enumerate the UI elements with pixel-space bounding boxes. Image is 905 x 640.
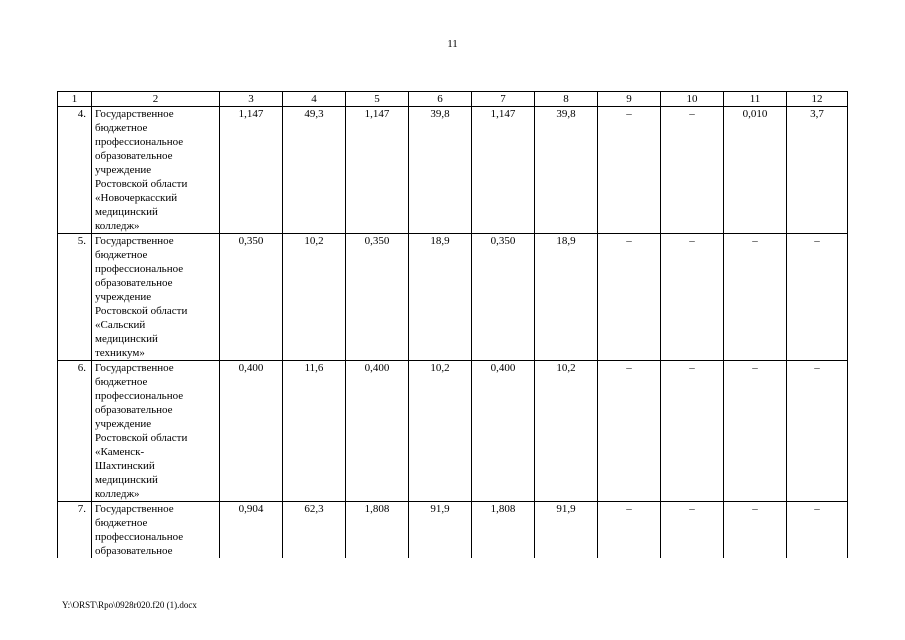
header-cell: 6 — [409, 92, 472, 107]
institution-name: Государственное бюджетное профессиональное образовательное — [92, 502, 220, 559]
value-cell: 0,904 — [220, 502, 283, 559]
value-cell: 39,8 — [535, 107, 598, 234]
value-cell: 0,350 — [220, 234, 283, 361]
value-cell: 1,147 — [346, 107, 409, 234]
value-cell: – — [787, 234, 848, 361]
header-cell: 12 — [787, 92, 848, 107]
value-cell: 0,400 — [346, 361, 409, 502]
table-row — [58, 361, 848, 502]
header-cell: 9 — [598, 92, 661, 107]
header-cell: 10 — [661, 92, 724, 107]
value-cell: 91,9 — [409, 502, 472, 559]
value-cell: – — [787, 361, 848, 502]
value-cell: 18,9 — [409, 234, 472, 361]
value-cell: – — [787, 502, 848, 559]
row-number: 4. — [58, 107, 92, 234]
value-cell: 1,808 — [346, 502, 409, 559]
value-cell: – — [724, 502, 787, 559]
header-cell: 8 — [535, 92, 598, 107]
header-cell: 5 — [346, 92, 409, 107]
value-cell: 1,808 — [472, 502, 535, 559]
value-cell: – — [598, 502, 661, 559]
institution-name: Государственное бюджетное профессиональное образовательное учреждение Ростовской области «Каменск- Шахтинский медицинский колледж» — [92, 361, 220, 502]
table-row — [58, 234, 848, 361]
value-cell: 62,3 — [283, 502, 346, 559]
value-cell: – — [661, 361, 724, 502]
value-cell: – — [598, 107, 661, 234]
value-cell: – — [661, 107, 724, 234]
value-cell: – — [598, 361, 661, 502]
value-cell: 0,350 — [472, 234, 535, 361]
value-cell: 0,400 — [472, 361, 535, 502]
row-number: 5. — [58, 234, 92, 361]
header-cell: 7 — [472, 92, 535, 107]
value-cell: 49,3 — [283, 107, 346, 234]
table-header-row — [58, 92, 848, 107]
header-cell: 11 — [724, 92, 787, 107]
header-cell: 3 — [220, 92, 283, 107]
value-cell: 39,8 — [409, 107, 472, 234]
value-cell: 18,9 — [535, 234, 598, 361]
value-cell: – — [724, 361, 787, 502]
value-cell: 1,147 — [220, 107, 283, 234]
header-cell: 2 — [92, 92, 220, 107]
value-cell: 3,7 — [787, 107, 848, 234]
institution-name: Государственное бюджетное профессиональное образовательное учреждение Ростовской области «Сальский медицинский техникум» — [92, 234, 220, 361]
value-cell: 11,6 — [283, 361, 346, 502]
value-cell: 1,147 — [472, 107, 535, 234]
value-cell: 10,2 — [535, 361, 598, 502]
value-cell: 10,2 — [409, 361, 472, 502]
value-cell: 91,9 — [535, 502, 598, 559]
value-cell: – — [724, 234, 787, 361]
value-cell: 0,350 — [346, 234, 409, 361]
row-number: 7. — [58, 502, 92, 559]
table-row — [58, 502, 848, 559]
institution-name: Государственное бюджетное профессиональное образовательное учреждение Ростовской области «Новочеркасский медицинский колледж» — [92, 107, 220, 234]
page-number: 11 — [447, 38, 458, 50]
value-cell: – — [661, 234, 724, 361]
value-cell: 10,2 — [283, 234, 346, 361]
header-cell: 1 — [58, 92, 92, 107]
table-row — [58, 107, 848, 234]
value-cell: – — [598, 234, 661, 361]
header-cell: 4 — [283, 92, 346, 107]
value-cell: 0,010 — [724, 107, 787, 234]
file-path-footer: Y:\ORST\Rpo\0928r020.f20 (1).docx — [62, 600, 197, 610]
row-number: 6. — [58, 361, 92, 502]
data-table — [57, 91, 848, 558]
value-cell: 0,400 — [220, 361, 283, 502]
value-cell: – — [661, 502, 724, 559]
